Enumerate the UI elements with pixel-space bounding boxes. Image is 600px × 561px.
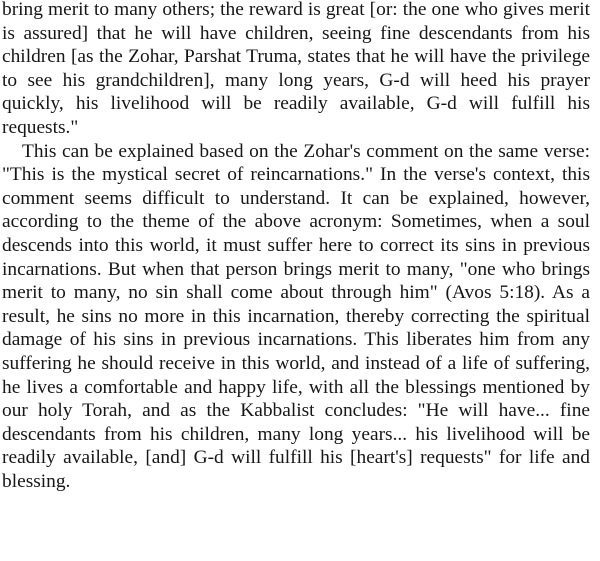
paragraph-continuation: bring merit to many others; the reward is great [or: the one who gives merit is assured] that he will have children, seeing fine descendants from his children [as the Zohar, Parshat Truma, states that he will have the privilege to see his grandchildren], many long years, G-d will heed his prayer quickly, his livelihood will be readily available, G-d will fulfill his requests.": [2, 0, 590, 138]
paragraph-zohar-explanation: This can be explained based on the Zohar's comment on the same verse: "This is the mystical secret of reincarnations." In the verse's context, this comment seems difficult to understand. It can be explained, however, according to the theme of the above acronym: Sometimes, when a soul descends into this world, it must suffer here to correct its sins in previous incarnations. But when that person brings merit to many, "one who brings merit to many, no sin shall come about through him" (Avos 5:18). As a result, he sins no more in this incarnation, thereby correcting the spiritual damage of his sins in previous incarnations. This liberates him from any suffering he should receive in this world, and instead of a life of suffering, he lives a comfortable and happy life, with all the blessings mentioned by our holy Torah, and as the Kabbalist concludes: "He will have... fine descendants from his children, many long years... his livelihood will be readily available, [and] G-d will fulfill his [heart's] requests" for life and blessing.: [2, 140, 590, 492]
document-page: [2, 0, 590, 493]
